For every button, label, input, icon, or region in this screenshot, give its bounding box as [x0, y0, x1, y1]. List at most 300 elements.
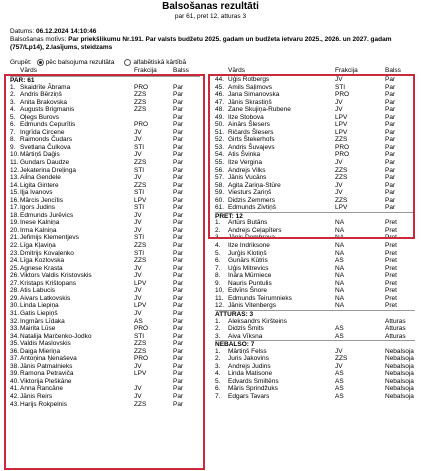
member-vote: Par	[173, 309, 184, 317]
member-faction: JV	[335, 159, 343, 167]
row-number: 2.	[10, 91, 16, 99]
member-vote: Par	[173, 113, 184, 121]
member-name: Gatis Liepiņš	[20, 309, 58, 317]
row-number: 60.	[215, 196, 225, 204]
member-vote: Par	[173, 272, 184, 280]
table-row	[215, 302, 415, 310]
member-name: Andris Bērziņš	[20, 91, 62, 99]
member-faction: JV	[134, 264, 142, 272]
member-vote: Par	[385, 189, 396, 197]
member-name: Mārtiņš Felss	[228, 347, 267, 355]
member-vote: Par	[385, 166, 396, 174]
member-name: Aivars Latkovskis	[20, 294, 71, 302]
member-vote: Par	[173, 332, 184, 340]
member-faction: ZZS	[134, 98, 147, 106]
member-vote: Par	[173, 347, 184, 355]
row-number: 58.	[215, 181, 225, 189]
group-label: NEBALSO: 7	[215, 341, 255, 349]
table-row	[215, 287, 415, 295]
member-name: Skaidrīte Ābrama	[20, 83, 71, 91]
row-number: 29.	[10, 294, 20, 302]
member-name: Amils Saļimovs	[228, 83, 273, 91]
row-number: 51.	[215, 128, 225, 136]
group-heading	[215, 340, 415, 348]
member-vote: Pret	[385, 287, 397, 295]
member-vote: Par	[173, 226, 184, 234]
vote-summary: par 61, pret 12, atturas 3	[174, 13, 247, 20]
header-vote: Balss	[385, 67, 401, 74]
member-faction: JV	[134, 174, 142, 182]
row-number: 5.	[10, 113, 16, 121]
row-number: 9.	[215, 279, 221, 287]
member-vote: Par	[173, 362, 184, 370]
member-vote: Par	[173, 204, 184, 212]
member-faction: JV	[335, 347, 343, 355]
member-vote: Par	[173, 385, 184, 393]
member-name: Agnese Krasta	[20, 264, 63, 272]
row-number: 4.	[10, 106, 16, 114]
member-vote: Par	[173, 279, 184, 287]
member-name: Anna Rancāne	[20, 385, 64, 393]
member-vote: Par	[385, 159, 396, 167]
member-name: Jana Simanovska	[228, 91, 280, 99]
member-vote: Pret	[385, 242, 397, 250]
member-name: Artūrs Butāns	[228, 219, 268, 227]
member-faction: STI	[335, 83, 346, 91]
row-number: 1.	[215, 317, 221, 325]
member-vote: Par	[385, 143, 396, 151]
header-faction: Frakcija	[335, 67, 358, 74]
member-faction: NA	[335, 279, 345, 287]
group-label: PRET: 12	[215, 212, 243, 220]
row-number: 1.	[215, 219, 221, 227]
header-name: Vārds	[20, 67, 37, 74]
member-name: Māris Sprindžuks	[228, 385, 278, 393]
member-faction: JV	[134, 362, 142, 370]
member-faction: JV	[134, 294, 142, 302]
member-vote: Par	[385, 113, 396, 121]
member-name: Juris Jakovins	[228, 355, 269, 363]
radio-alphabetical[interactable]	[124, 59, 131, 66]
member-name: Atis Švinka	[228, 151, 261, 159]
member-name: Zane Skujiņa-Rubene	[228, 106, 291, 114]
row-number: 32.	[10, 317, 20, 325]
member-name: Inese Kalniņa	[20, 219, 60, 227]
member-faction: STI	[134, 143, 145, 151]
member-faction: ZZS	[134, 106, 147, 114]
member-faction: AS	[335, 332, 344, 340]
highlight-box-right	[208, 74, 415, 239]
header-vote: Balss	[173, 67, 189, 74]
group-label: ATTURAS: 3	[215, 310, 254, 318]
member-vote: Par	[173, 83, 184, 91]
member-vote: Nebalsoja	[385, 355, 414, 363]
member-name: Valdis Maslovskis	[20, 340, 71, 348]
member-vote: Pret	[385, 234, 397, 242]
member-name: Didzis Zemmers	[228, 196, 275, 204]
member-faction: AS	[335, 257, 344, 265]
table-row	[215, 348, 415, 356]
row-number: 47.	[215, 98, 225, 106]
member-vote: Par	[173, 181, 184, 189]
group-heading	[215, 310, 415, 318]
member-name: Linda Matisone	[228, 370, 273, 378]
row-number: 13.	[10, 174, 20, 182]
member-vote: Pret	[385, 257, 397, 265]
member-name: Līga Kļaviņa	[20, 242, 56, 250]
member-name: Nauris Puntulis	[228, 279, 272, 287]
member-name: Viktorija Pleškāne	[20, 377, 72, 385]
member-vote: Par	[385, 136, 396, 144]
row-number: 18.	[10, 211, 20, 219]
row-number: 44.	[215, 76, 225, 83]
member-name: Jānis Dombrava	[228, 234, 275, 242]
member-vote: Pret	[385, 264, 397, 272]
member-faction: NA	[335, 272, 345, 280]
member-name: Jefimijs Klementjevs	[20, 234, 79, 242]
member-faction: ZZS	[134, 347, 147, 355]
table-row	[215, 242, 415, 250]
motive-line	[10, 36, 412, 52]
member-name: Aiĺna Gendele	[20, 174, 61, 182]
member-name: Svetlana Čulkova	[20, 143, 71, 151]
member-name: Dmitrijs Kovaļenko	[20, 249, 74, 257]
table-row	[215, 385, 415, 393]
member-faction: ZZS	[134, 91, 147, 99]
table-row	[215, 363, 415, 371]
member-faction: PRO	[335, 151, 350, 159]
member-vote: Nebalsoja	[385, 385, 414, 393]
member-faction: AS	[335, 325, 344, 333]
member-faction: JV	[134, 211, 142, 219]
radio-by-result[interactable]	[37, 59, 44, 66]
row-number: 24.	[10, 257, 20, 265]
member-name: Jekaterina Dreļinga	[20, 166, 77, 174]
row-number: 27.	[10, 279, 20, 287]
row-number: 54.	[215, 151, 225, 159]
row-number: 21.	[10, 234, 20, 242]
grouping-label: Grupēt:	[10, 59, 32, 66]
member-faction: ZZS	[335, 355, 348, 363]
row-number: 41.	[10, 385, 20, 393]
row-number: 4.	[215, 370, 221, 378]
member-vote: Par	[173, 294, 184, 302]
row-number: 11.	[10, 159, 19, 167]
member-vote: Nebalsoja	[385, 377, 414, 385]
member-faction: JV	[134, 287, 142, 295]
member-faction: STI	[134, 166, 145, 174]
member-vote: Par	[173, 98, 184, 106]
row-number: 2.	[215, 325, 221, 333]
row-number: 39.	[10, 370, 20, 378]
member-faction: JV	[134, 128, 142, 136]
member-name: Daiga Mieriņa	[20, 347, 61, 355]
member-faction: NA	[335, 302, 345, 310]
member-vote: Par	[173, 196, 184, 204]
table-row	[215, 378, 415, 386]
row-number: 6.	[215, 257, 221, 265]
row-number: 55.	[215, 159, 225, 167]
row-number: 25.	[10, 264, 20, 272]
member-faction: ZZS	[335, 166, 348, 174]
member-faction: JV	[335, 98, 343, 106]
member-faction: ZZS	[134, 181, 147, 189]
member-vote: Pret	[385, 226, 397, 234]
row-number: 2.	[215, 226, 221, 234]
row-number: 53.	[215, 143, 225, 151]
row-number: 6.	[215, 385, 221, 393]
member-name: Viesturs Zariņš	[228, 189, 272, 197]
member-faction: STI	[134, 234, 145, 242]
table-row	[215, 272, 415, 280]
member-name: Jānis Skrastiņš	[228, 98, 272, 106]
row-number: 30.	[10, 302, 20, 310]
member-name: Atis Labucis	[20, 287, 56, 295]
row-number: 50.	[215, 121, 225, 129]
table-row	[215, 355, 415, 363]
member-faction: ZZS	[335, 196, 348, 204]
member-faction: NA	[335, 226, 345, 234]
row-number: 4.	[215, 242, 221, 250]
member-vote: Par	[173, 370, 184, 378]
row-number: 17.	[10, 204, 20, 212]
member-vote: Par	[385, 98, 396, 106]
row-number: 43.	[10, 400, 20, 408]
row-number: 3.	[215, 332, 221, 340]
member-name: Edmunds Cepurītis	[20, 121, 76, 129]
member-faction: LPV	[335, 204, 348, 212]
member-name: Ligita Gintere	[20, 181, 59, 189]
member-faction: JV	[134, 219, 142, 227]
member-faction: JV	[335, 106, 343, 114]
member-vote: Par	[173, 249, 184, 257]
row-number: 56.	[215, 166, 225, 174]
row-number: 26.	[10, 272, 20, 280]
member-vote: Nebalsoja	[385, 392, 414, 400]
row-number: 3.	[215, 362, 221, 370]
member-name: Edmunds Teirumnieks	[228, 294, 292, 302]
member-faction: AS	[335, 392, 344, 400]
row-number: 15.	[10, 189, 20, 197]
row-number: 10.	[10, 151, 20, 159]
member-faction: NA	[335, 294, 345, 302]
member-name: Agita Zariņa-Stūre	[228, 181, 281, 189]
member-name: Aleksandrs Kiršteins	[228, 317, 287, 325]
member-name: Mārcis Jencītis	[20, 196, 63, 204]
member-faction: PRO	[335, 91, 350, 99]
member-vote: Pret	[385, 294, 397, 302]
member-vote: Pret	[385, 219, 397, 227]
member-faction: PRO	[134, 355, 149, 363]
member-name: Igors Judins	[20, 204, 56, 212]
row-number: 38.	[10, 362, 20, 370]
member-name: Girts Štekerhofs	[228, 136, 275, 144]
member-faction: NA	[335, 249, 345, 257]
member-name: Raimonds Čudars	[20, 136, 73, 144]
member-faction: JV	[134, 151, 142, 159]
member-vote: Par	[173, 159, 184, 167]
member-name: Jānis Patmalnieks	[20, 362, 73, 370]
member-faction: JV	[134, 385, 142, 393]
member-name: Edmunds Jurēvics	[20, 211, 74, 219]
date-value: 06.12.2024 14:10:46	[36, 28, 97, 35]
row-number: 1.	[10, 83, 16, 91]
member-faction: JV	[335, 362, 343, 370]
member-faction: JV	[335, 189, 343, 197]
member-faction: PRO	[134, 83, 149, 91]
member-vote: Par	[385, 106, 396, 114]
member-vote: Par	[385, 204, 396, 212]
row-number: 59.	[215, 189, 225, 197]
member-faction: JV	[134, 136, 142, 144]
member-vote: Par	[385, 76, 396, 83]
row-number: 28.	[10, 287, 20, 295]
row-number: 35.	[10, 340, 20, 348]
member-faction: PRO	[335, 143, 350, 151]
member-faction: JV	[134, 392, 142, 400]
row-number: 8.	[10, 136, 16, 144]
member-vote: Par	[385, 83, 396, 91]
member-name: Ināra Mūrniece	[228, 272, 272, 280]
row-number: 6.	[10, 121, 16, 129]
member-vote: Pret	[385, 249, 397, 257]
member-name: Linda Liepiņa	[20, 302, 59, 310]
member-vote: Par	[173, 189, 184, 197]
member-vote: Par	[173, 242, 184, 250]
member-vote: Par	[173, 257, 184, 265]
member-vote: Par	[385, 91, 396, 99]
row-number: 49.	[215, 113, 225, 121]
member-name: Harijs Rokpelnis	[20, 400, 67, 408]
row-number: 5.	[215, 249, 221, 257]
member-vote: Par	[385, 128, 396, 136]
member-faction: STI	[134, 204, 145, 212]
member-faction: NA	[335, 234, 345, 242]
row-number: 46.	[215, 91, 225, 99]
member-vote: Atturas	[385, 332, 406, 340]
row-number: 61.	[215, 204, 225, 212]
row-number: 23.	[10, 249, 20, 257]
member-name: Natalija Marčenko-Jodko	[20, 332, 92, 340]
member-faction: NA	[335, 287, 345, 295]
member-name: Uģis Rotbergs	[228, 76, 270, 83]
member-vote: Par	[173, 340, 184, 348]
table-row	[215, 333, 415, 341]
member-vote: Pret	[385, 302, 397, 310]
member-vote: Par	[173, 287, 184, 295]
row-number: 8.	[215, 272, 221, 280]
member-faction: JV	[134, 226, 142, 234]
member-faction: LPV	[134, 196, 147, 204]
member-vote: Par	[173, 151, 184, 159]
grouping-control	[10, 59, 186, 66]
member-name: Andris Šuvajevs	[228, 143, 275, 151]
member-vote: Atturas	[385, 325, 406, 333]
member-name: Jānis Vitenbergs	[228, 302, 276, 310]
member-name: Līga Kozlovska	[20, 257, 65, 265]
member-name: Ilze Vergina	[228, 159, 262, 167]
table-row	[215, 250, 415, 258]
member-vote: Par	[173, 174, 184, 182]
member-name: Oļegs Burovs	[20, 113, 60, 121]
member-vote: Par	[173, 136, 184, 144]
member-vote: Par	[173, 392, 184, 400]
member-faction: LPV	[134, 370, 147, 378]
member-name: Anita Brakovska	[20, 98, 67, 106]
row-number: 33.	[10, 325, 20, 333]
table-row	[215, 295, 415, 303]
member-faction: AS	[134, 317, 143, 325]
member-faction: LPV	[134, 302, 147, 310]
member-faction: JV	[134, 272, 142, 280]
member-name: Ramona Petraviča	[20, 370, 74, 378]
member-name: Edvīns Šnore	[228, 287, 268, 295]
member-vote: Par	[173, 106, 184, 114]
member-name: Edmunds Zivtiņš	[228, 204, 277, 212]
member-name: Antoņina Ņenaševa	[20, 355, 77, 363]
member-faction: NA	[335, 242, 345, 250]
member-vote: Par	[173, 143, 184, 151]
radio-alphabetical-label[interactable]: alfabētiskā kārtībā	[133, 59, 187, 66]
row-number: 37.	[10, 355, 20, 363]
member-faction: ZZS	[134, 257, 147, 265]
highlight-box-left	[4, 74, 205, 470]
row-number: 22.	[10, 242, 20, 250]
member-name: Ričards Šlesers	[228, 128, 274, 136]
member-name: Ilze Indriksone	[228, 242, 270, 250]
member-faction: LPV	[134, 279, 147, 287]
member-faction: LPV	[335, 113, 348, 121]
row-number: 57.	[215, 174, 225, 182]
member-name: Andrejs Judins	[228, 362, 271, 370]
row-number: 52.	[215, 136, 225, 144]
member-faction: AS	[335, 370, 344, 378]
member-faction: STI	[134, 189, 145, 197]
member-name: Augusts Brigmanis	[20, 106, 75, 114]
row-number: 45.	[215, 83, 225, 91]
table-row	[215, 257, 415, 265]
member-vote: Par	[173, 121, 184, 129]
member-faction: NA	[335, 264, 345, 272]
member-faction: PRO	[134, 121, 149, 129]
member-name: Andrejs Ceļapīters	[228, 226, 282, 234]
row-number: 9.	[10, 143, 16, 151]
member-name: Kristaps Krištopans	[20, 279, 76, 287]
member-vote: Par	[173, 355, 184, 363]
member-faction: ZZS	[134, 340, 147, 348]
group-label: PAR: 61	[10, 77, 35, 84]
row-number: 48.	[215, 106, 225, 114]
radio-by-result-label[interactable]: pēc balsojuma rezultāta	[45, 59, 115, 66]
member-name: Edgars Tavars	[228, 392, 270, 400]
row-number: 12.	[215, 302, 225, 310]
member-name: Mārtiņš Daģis	[20, 151, 60, 159]
row-number: 5.	[215, 377, 221, 385]
member-faction: STI	[134, 332, 145, 340]
member-name: Edvards Smiltēns	[228, 377, 279, 385]
member-name: Viktors Valdis Kristovskis	[20, 272, 92, 280]
member-faction: PRO	[134, 325, 149, 333]
member-vote: Par	[385, 151, 396, 159]
row-number: 12.	[10, 166, 20, 174]
member-name: Iļja Ivanovs	[20, 189, 53, 197]
member-name: Didzis Šmits	[228, 325, 264, 333]
member-vote: Par	[173, 219, 184, 227]
member-name: Ilze Stobova	[228, 113, 264, 121]
member-name: Uģis Mitrevics	[228, 264, 269, 272]
row-number: 34.	[10, 332, 20, 340]
member-vote: Par	[173, 302, 184, 310]
